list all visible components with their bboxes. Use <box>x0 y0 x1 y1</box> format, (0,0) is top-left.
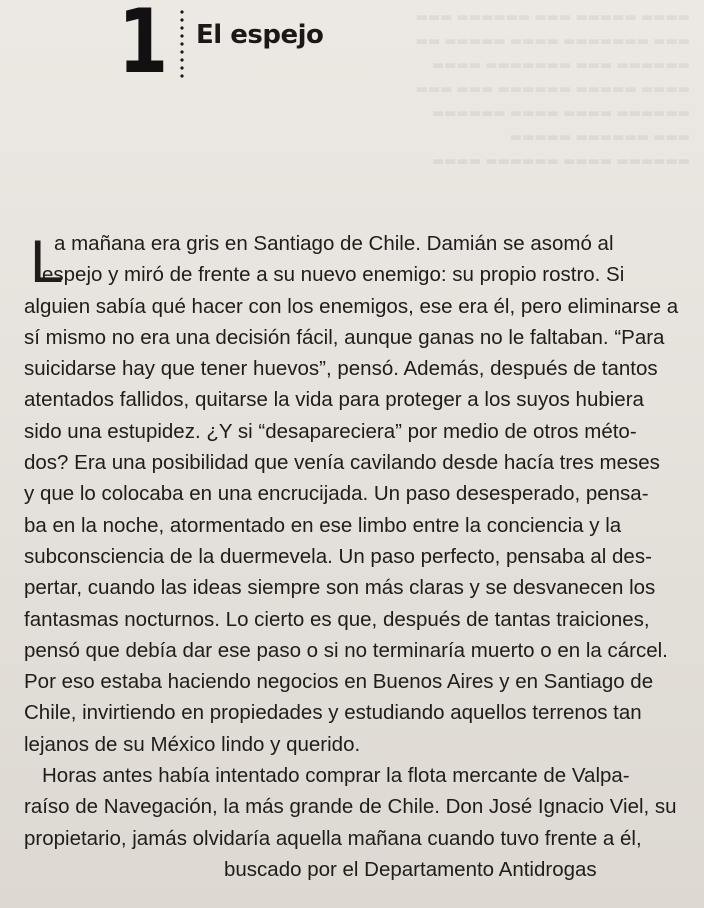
show-through-text: ▬▬▬▬ ▬▬▬▬▬ ▬▬▬ ▬▬▬▬▬▬ ▬▬▬ ▬▬▬ ▬▬▬▬▬▬▬ ▬▬▬▬ ▬▬▬▬▬ ▬▬ ▬▬▬▬▬▬ ▬▬▬ ▬▬▬▬▬▬▬ ▬▬▬▬ ▬▬▬▬ ▬▬▬▬▬ ▬▬▬▬▬▬ ▬▬▬ ▬▬▬ ▬▬▬▬▬▬ ▬▬▬▬ ▬▬▬▬ ▬▬▬▬▬▬ ▬▬▬ ▬▬▬▬▬▬ ▬▬▬▬▬ ▬▬▬▬▬▬ ▬▬▬▬ ▬▬▬▬▬▬ ▬▬▬▬ <box>415 10 690 169</box>
text-line: pertar, cuando las ideas siempre son más claras y se desvanecen los <box>24 576 656 600</box>
text-line: espejo y miró de frente a su nuevo enemigo: su propio rostro. Si <box>42 263 625 287</box>
text-line: sí mismo no era una decisión fácil, aunque ganas no le faltaban. “Para <box>24 325 665 349</box>
chapter-number: 1 <box>118 0 169 93</box>
text-line: Horas antes había intentado comprar la flota mercante de Valpa- <box>42 764 630 788</box>
text-line: propietario, jamás olvidaría aquella mañana cuando tuvo frente a él, <box>24 826 642 850</box>
text-line: ba en la noche, atormentado en ese limbo entre la conciencia y la <box>24 513 622 537</box>
text-line: pensó que debía dar ese paso o si no terminaría muerto o en la cárcel. <box>24 638 668 662</box>
text-line: y que lo colocaba en una encrucijada. Un paso desesperado, pensa- <box>24 482 649 506</box>
chapter-header <box>118 0 438 93</box>
text-line: Chile, invirtiendo en propiedades y estudiando aquellos terrenos tan <box>24 701 642 725</box>
text-line: lejanos de su México lindo y querido. <box>24 732 361 756</box>
text-line: fantasmas nocturnos. Lo cierto es que, después de tantas traiciones, <box>24 607 650 631</box>
text-line: raíso de Navegación, la más grande de Chile. Don José Ignacio Viel, su <box>24 795 677 819</box>
text-line: Por eso estaba haciendo negocios en Buenos Aires y en Santiago de <box>24 670 654 694</box>
chapter-body <box>24 228 696 885</box>
text-line: dos? Era una posibilidad que venía cavilando desde hacía tres meses <box>24 451 660 475</box>
text-line: a mañana era gris en Santiago de Chile. Damián se asomó al <box>54 232 614 255</box>
dotted-divider <box>180 8 184 82</box>
text-line: sido una estupidez. ¿Y si “desapareciera” por medio de otros méto- <box>24 419 637 443</box>
text-line: suicidarse hay que tener huevos”, pensó. Además, después de tantos <box>24 357 658 381</box>
text-line: atentados fallidos, quitarse la vida para proteger a los suyos hubiera <box>24 388 644 412</box>
text-line: subconsciencia de la duermevela. Un paso perfecto, pensaba al des- <box>24 544 652 568</box>
text-line: buscado por el Departamento Antidrogas <box>224 857 597 881</box>
chapter-title: El espejo <box>196 20 324 50</box>
text-line: alguien sabía qué hacer con los enemigos, ese era él, pero eliminarse a <box>24 294 679 318</box>
drop-cap: L <box>30 228 64 295</box>
